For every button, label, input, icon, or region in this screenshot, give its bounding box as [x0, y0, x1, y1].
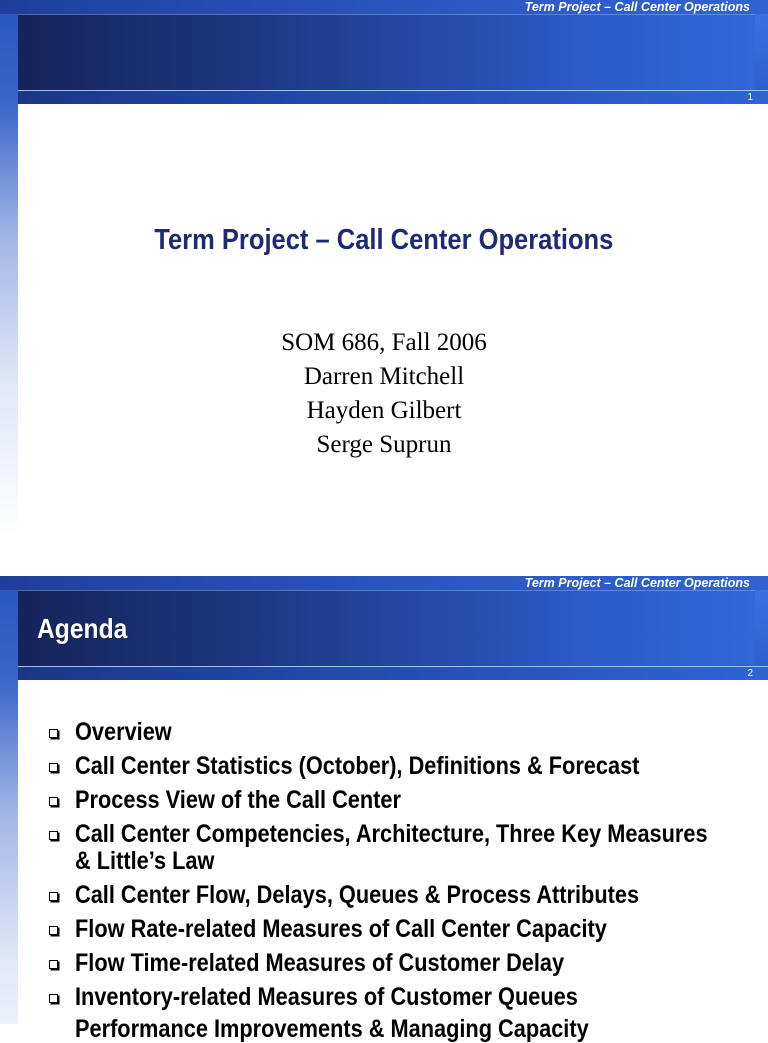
agenda-item-text: Call Center Competencies, Architecture, Three Key Measures [75, 820, 708, 848]
agenda-item [0, 719, 768, 746]
header-tag-text: Term Project – Call Center Operations [524, 0, 750, 14]
agenda-item [0, 950, 768, 977]
page-number-bar [18, 91, 768, 104]
author-name: Darren Mitchell [303, 363, 465, 390]
agenda-item-text: Overview [75, 718, 172, 746]
agenda-item-text-continued: & Little’s Law [75, 847, 215, 875]
agenda-item [0, 984, 768, 1011]
course-line: SOM 686, Fall 2006 [281, 329, 487, 356]
title-band [18, 590, 755, 666]
agenda-item-text: Process View of the Call Center [75, 786, 401, 814]
agenda-item [0, 787, 768, 814]
slide-header-bar [0, 0, 768, 14]
page-number: 2 [747, 668, 753, 679]
page-number-bar [18, 667, 768, 680]
square-bullet-icon [49, 729, 58, 738]
title-band [18, 14, 755, 90]
agenda-item-text: Call Center Flow, Delays, Queues & Process Attributes [75, 881, 640, 909]
agenda-item [0, 882, 768, 909]
agenda-item [0, 1015, 768, 1043]
agenda-item-text: Flow Time-related Measures of Customer Delay [75, 949, 565, 977]
square-bullet-icon [49, 960, 58, 969]
agenda-list [0, 718, 768, 1043]
agenda-item-text: Call Center Statistics (October), Definitions & Forecast [75, 752, 640, 780]
agenda-item-text: Inventory-related Measures of Customer Queues [75, 983, 578, 1011]
side-accent-strip [0, 14, 18, 563]
page-number: 1 [747, 92, 753, 103]
slide-2 [0, 576, 768, 1043]
header-tag-text: Term Project – Call Center Operations [524, 576, 750, 590]
agenda-item [0, 753, 768, 780]
square-bullet-icon [49, 892, 58, 901]
square-bullet-icon [49, 831, 58, 840]
slide-title: Term Project – Call Center Operations [154, 224, 614, 256]
author-name: Hayden Gilbert [306, 397, 462, 424]
subtitle-block [0, 326, 768, 462]
title-area [0, 222, 768, 258]
agenda-item [0, 821, 768, 875]
square-bullet-icon [49, 994, 58, 1003]
slide-title: Agenda [37, 613, 128, 644]
square-bullet-icon [49, 926, 58, 935]
author-name: Serge Suprun [316, 431, 452, 458]
agenda-item [0, 916, 768, 943]
square-bullet-icon [49, 763, 58, 772]
title-band-edge [755, 590, 768, 666]
title-band-edge [755, 14, 768, 90]
agenda-item-text: Performance Improvements & Managing Capacity [75, 1015, 589, 1043]
agenda-item-text: Flow Rate-related Measures of Call Center Capacity [75, 915, 607, 943]
slide-header-bar [0, 576, 768, 590]
square-bullet-icon [49, 797, 58, 806]
